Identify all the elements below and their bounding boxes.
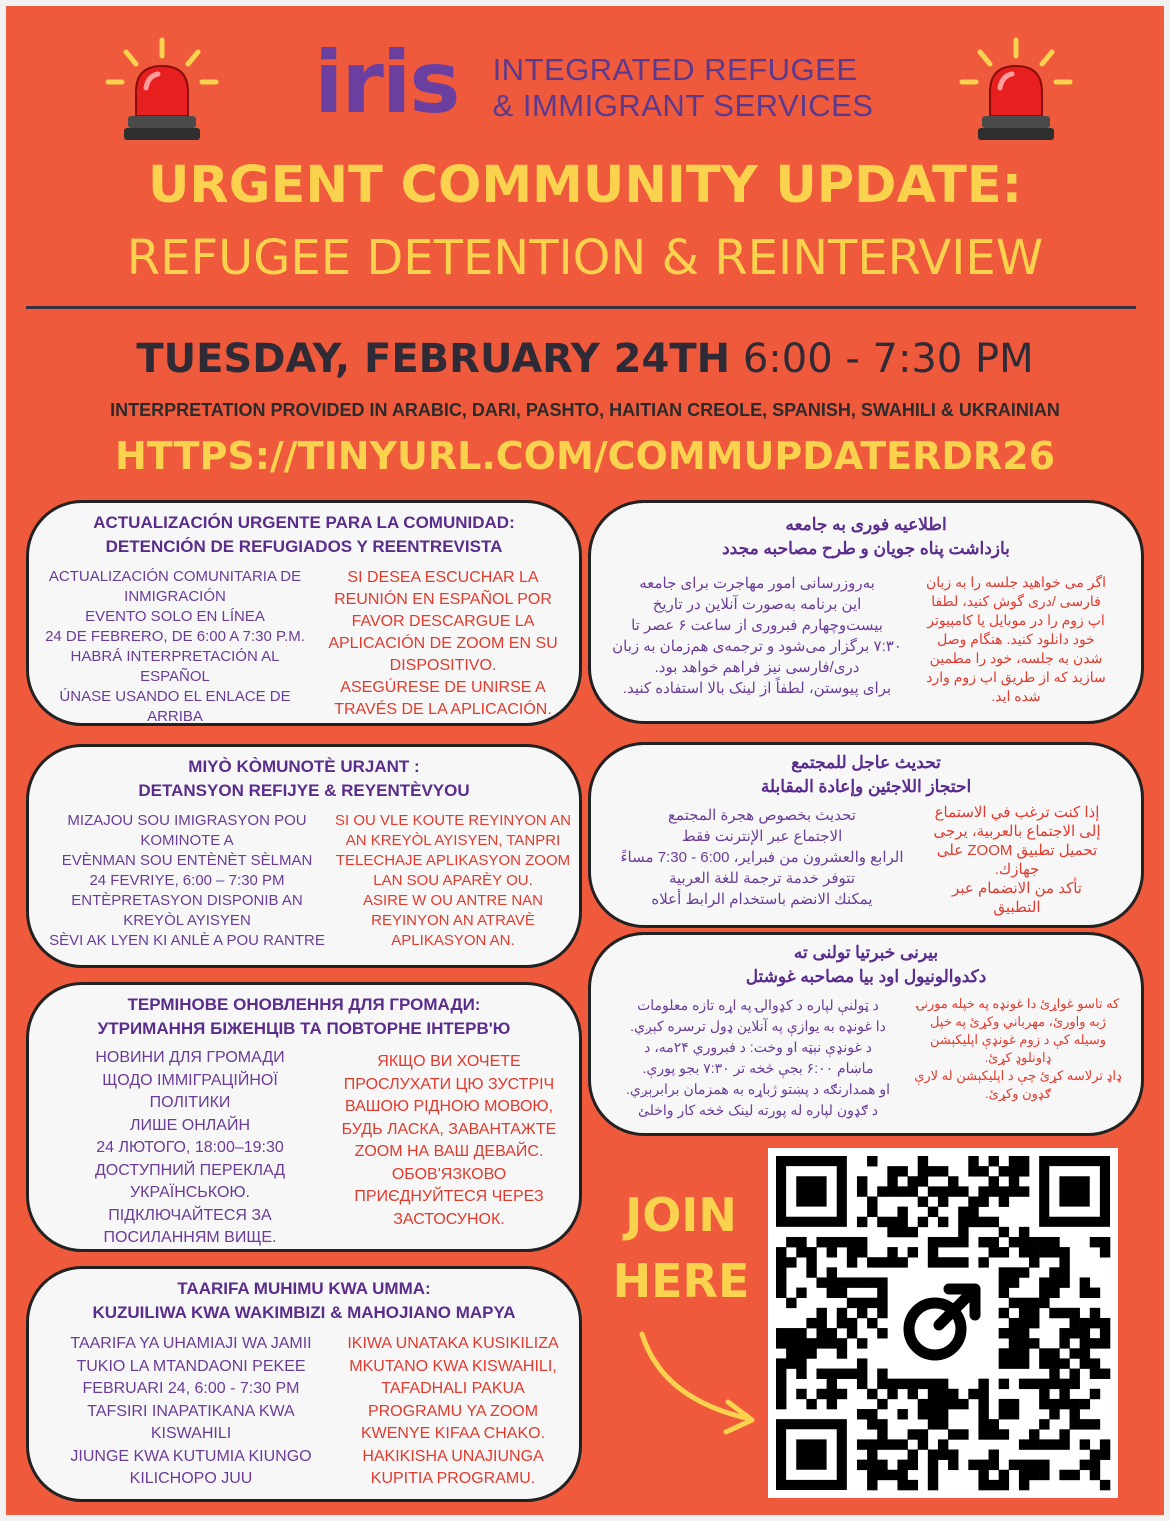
qr-code[interactable] xyxy=(768,1148,1118,1498)
headline-secondary: REFUGEE DETENTION & REINTERVIEW xyxy=(126,230,1044,286)
card-title-line-1: بیرنی خبرتیا تولنی ته xyxy=(793,943,939,962)
card-title-line-2: احتجاز اللاجئين وإعادة المقابلة xyxy=(760,777,972,796)
siren-icon xyxy=(956,36,1076,146)
card-title-line-1: تحديث عاجل للمجتمع xyxy=(791,753,941,772)
card-title xyxy=(29,755,579,803)
card-title-line-2: KUZUILIWA KWA WAKIMBIZI & MAHOJIANO MAPYA xyxy=(92,1303,516,1322)
card-note: ЯКЩО ВИ ХОЧЕТЕ ПРОСЛУХАТИ ЦЮ ЗУСТРІЧ ВАШОЮ РІДНОЮ МОВОЮ, БУДЬ ЛАСКА, ЗАВАНТАЖТЕ ZOOM НА ВАШ ДЕВАЙС. ОБОВ'ЯЗКОВО ПРИЄДНУЙТЕСЯ ЧЕРЕЗ ЗАСТОСУНОК. xyxy=(341,1053,557,1228)
tagline-line-1: INTEGRATED REFUGEE xyxy=(492,52,858,87)
card-info: НОВИНИ ДЛЯ ГРОМАДИ ЩОДО ІММІГРАЦІЙНОЇ ПОЛІТИКИ ЛИШЕ ОНЛАЙН 24 ЛЮТОГО, 18:00–19:30 ДОСТУПНИЙ ПЕРЕКЛАД УКРАЇНСЬКОЮ. ПІДКЛЮЧАЙТЕСЯ ЗА ПОСИЛАННЯМ ВИЩЕ. xyxy=(94,1049,286,1246)
card-title-line-2: دکدوالونیول اود بیا مصاحبه غوشتل xyxy=(745,967,987,986)
card-title-line-1: ACTUALIZACIÓN URGENTE PARA LA COMUNIDAD: xyxy=(93,513,515,532)
card-pashto xyxy=(588,932,1144,1136)
card-info: TAARIFA YA UHAMIAJI WA JAMII TUKIO LA MTANDAONI PEKEE FEBRUARI 24, 6:00 - 7:30 PM TAFSIRI INAPATIKANA KWA KISWAHILI JIUNGE KWA KUTUMIA KIUNGO KILICHOPO JUU xyxy=(70,1335,312,1487)
qr-code-matrix xyxy=(768,1148,1118,1498)
divider xyxy=(26,306,1136,309)
card-ukrainian xyxy=(26,982,582,1252)
card-creole xyxy=(26,744,582,968)
event-date: TUESDAY, FEBRUARY 24TH xyxy=(136,336,731,382)
card-title-line-1: TAARIFA MUHIMU KWA UMMA: xyxy=(177,1279,431,1298)
logo-tagline xyxy=(493,52,874,124)
card-title xyxy=(29,993,579,1041)
card-arabic xyxy=(588,742,1144,928)
card-info: د ټولنې لپاره د کډوالۍ په اړه تازه معلومات دا غونډه به یوازې په آنلاین ډول ترسره کېږي. د غونډې نېټه او وخت: د فبروري ۲۴مه، د ماښام ۶:۰۰ بجې څخه تر ۷:۳۰ بجو پورې. او همدارنګه د پښتو ژباړه به همزمان برابرېږي. د ګډون لپاره له پورته لینک څخه کار واخلئ xyxy=(625,997,891,1118)
card-title-line-1: MIYÒ KÒMUNOTÈ URJANT : xyxy=(188,757,420,776)
interpretation-note: INTERPRETATION PROVIDED IN ARABIC, DARI, PASHTO, HAITIAN CREOLE, SPANISH, SWAHILI & UKRAINIAN xyxy=(110,400,1060,420)
event-link[interactable]: HTTPS://TINYURL.COM/COMMUPDATERDR26 xyxy=(114,434,1056,478)
card-note: إذا كنت ترغب في الاستماع إلى الاجتماع بالعربية، يرجى تحميل تطبيق ZOOM على جهازك. تأكد من الانضمام عبر التطبيق xyxy=(933,804,1101,916)
event-datetime xyxy=(6,332,1164,386)
card-info: به‌روزرسانی امور مهاجرت برای جامعه این برنامه به‌صورت آنلاین در تاریخ بیست‌وچهارم فبروری از ساعت ۶ عصر تا ۷:۳۰ برگزار می‌شود و ترجمه‌ی هم‌زمان به زبان دری/فارسی نیز فراهم خواهد بود. برای پیوستن، لطفاً از لینک بالا استفاده کنید. xyxy=(612,575,902,697)
card-note: اگر می خواهید جلسه را به زبان فارسی /دری گوش کنید، لطفا اپ زوم را در موبایل یا کامپیوتر خود دانلود کنید. هنگام وصل شدن به جلسه، خود را مطمین سازید که از طریق اپ زوم وارد شده اید. xyxy=(925,574,1107,704)
card-title xyxy=(29,1277,579,1325)
tagline-line-2: & IMMIGRANT SERVICES xyxy=(492,88,874,123)
card-title-line-1: ТЕРМІНОВЕ ОНОВЛЕННЯ ДЛЯ ГРОМАДИ: xyxy=(127,995,481,1014)
card-note: SI OU VLE KOUTE REYINYON AN AN KREYÒL AYISYEN, TANPRI TELECHAJE APLIKASYON ZOOM LAN SOU APARÈY OU. ASIRE W OU ANTRE NAN REYINYON AN ATRAVÈ APLIKASYON AN. xyxy=(335,812,571,949)
card-title-line-2: DETANSYON REFIJYE & REYENTÈVYOU xyxy=(138,781,470,800)
card-title-line-1: اطلاعیه فوری به جامعه xyxy=(785,515,947,534)
card-dari xyxy=(588,500,1144,724)
card-title xyxy=(591,751,1141,799)
card-note: که تاسو غواړئ دا غونډه په خپله مورنۍ ژبه واورئ، مهرباني وکړئ په خپل وسیله کې د زوم غونډې اپلیکېشن ډاونلوډ کړئ. ډاډ ترلاسه کړئ چې د اپلیکېشن له لارې ګډون وکړئ. xyxy=(914,996,1122,1101)
card-title xyxy=(591,513,1141,561)
siren-icon xyxy=(102,36,222,146)
event-time: 6:00 - 7:30 PM xyxy=(742,336,1034,382)
card-title xyxy=(591,941,1141,989)
card-title-line-2: بازداشت پناه جویان و طرح مصاحبه مجدد xyxy=(722,539,1010,558)
card-info: تحديث بخصوص هجرة المجتمع الاجتماع عبر الإنترنت فقط الرابع والعشرون من فبراير، 6:00 - 7:30 مساءً تتوفر خدمة ترجمة للغة العربية يمكنك الانضم باستخدام الرابط أعلاه xyxy=(620,807,904,908)
join-here-label: JOIN HERE xyxy=(612,1188,750,1308)
card-spanish xyxy=(26,500,582,726)
logo-wordmark: iris xyxy=(314,33,459,133)
headline-primary: URGENT COMMUNITY UPDATE: xyxy=(147,156,1023,215)
card-title-line-2: DETENCIÓN DE REFUGIADOS Y REENTREVISTA xyxy=(105,537,503,556)
flyer xyxy=(6,6,1164,1515)
curved-arrow-icon xyxy=(628,1328,768,1438)
card-note: IKIWA UNATAKA KUSIKILIZA MKUTANO KWA KISWAHILI, TAFADHALI PAKUA PROGRAMU YA ZOOM KWENYE KIFAA CHAKO. HAKIKISHA UNAJIUNGA KUPITIA PROGRAMU. xyxy=(347,1335,559,1487)
iris-logo xyxy=(314,33,874,133)
card-title-line-2: УТРИМАННЯ БІЖЕНЦІВ ТА ПОВТОРНЕ ІНТЕРВ'Ю xyxy=(97,1019,511,1038)
card-info: MIZAJOU SOU IMIGRASYON POU KOMINOTE A EVÈNMAN SOU ENTÈNÈT SÈLMAN 24 FEVRIYE, 6:00 – 7:30 PM ENTÈPRETASYON DISPONIB AN KREYÒL AYISYEN SÈVI AK LYEN KI ANLÈ A POU RANTRE xyxy=(49,812,325,949)
card-note: SI DESEA ESCUCHAR LA REUNIÓN EN ESPAÑOL POR FAVOR DESCARGUE LA APLICACIÓN DE ZOOM EN SU DISPOSITIVO. ASEGÚRESE DE UNIRSE A TRAVÉS DE LA APLICACIÓN. xyxy=(328,569,558,718)
card-swahili xyxy=(26,1266,582,1502)
card-info: ACTUALIZACIÓN COMUNITARIA DE INMIGRACIÓN EVENTO SOLO EN LÍNEA 24 DE FEBRERO, DE 6:00 A 7:30 P.M. HABRÁ INTERPRETACIÓN AL ESPAÑOL ÚNASE USANDO EL ENLACE DE ARRIBA xyxy=(45,568,305,725)
card-title xyxy=(29,511,579,559)
